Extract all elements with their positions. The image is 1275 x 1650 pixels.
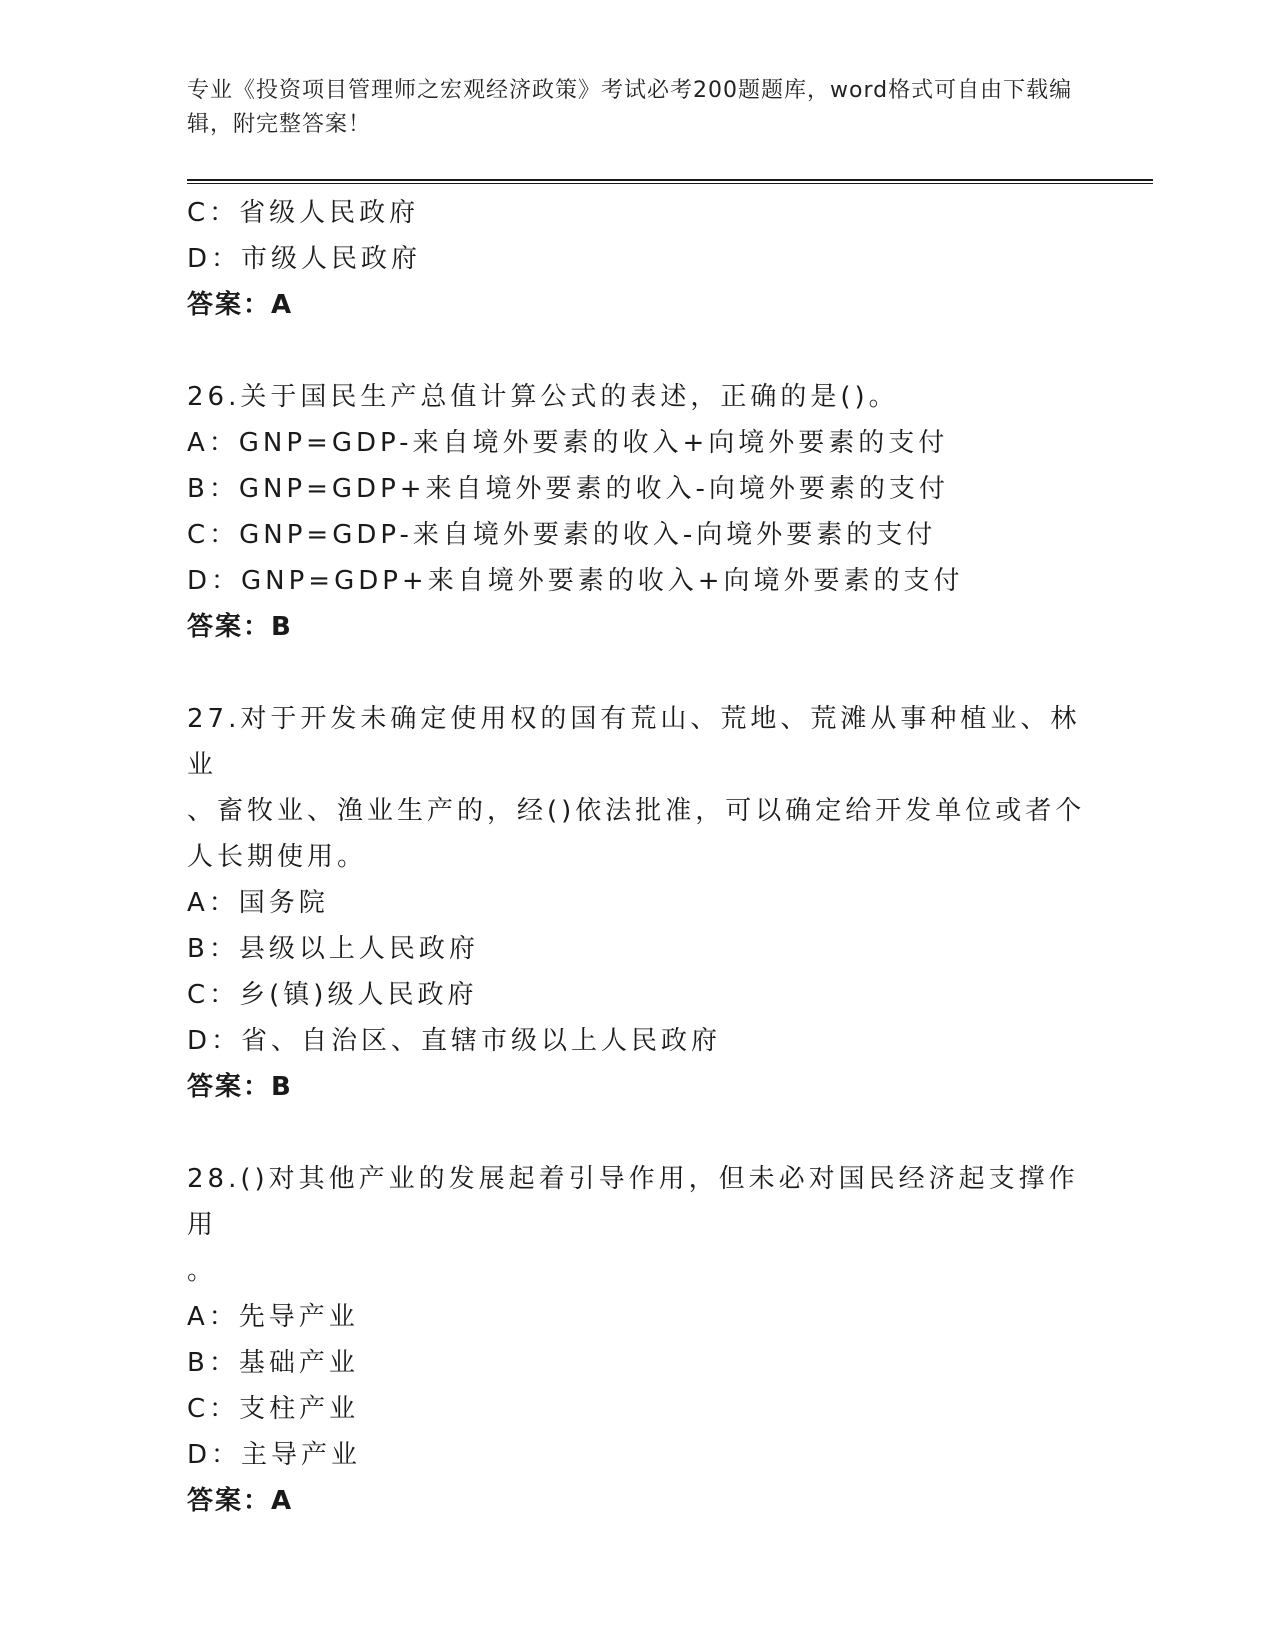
- question-27: [187, 696, 1087, 1110]
- question-26: [187, 374, 1087, 650]
- option-c: C：支柱产业: [187, 1394, 360, 1424]
- question-stem-line: 28.()对其他产业的发展起着引导作用，但未必对国民经济起支撑作用: [187, 1164, 1079, 1240]
- option-d: D：GNP=GDP+来自境外要素的收入+向境外要素的支付: [187, 566, 964, 596]
- spacer: [187, 650, 1087, 696]
- question-list: [187, 190, 1087, 1524]
- answer-line: 答案：B: [187, 1072, 293, 1102]
- question-stem-line: 、畜牧业、渔业生产的，经()依法批准，可以确定给开发单位或者个: [187, 796, 1086, 826]
- option-c: C：GNP=GDP-来自境外要素的收入-向境外要素的支付: [187, 520, 937, 550]
- option-a: A：国务院: [187, 888, 329, 918]
- option-c: C：省级人民政府: [187, 198, 420, 228]
- question-stem-line: 。: [187, 1256, 218, 1286]
- option-d: D：省、自治区、直辖市级以上人民政府: [187, 1026, 722, 1056]
- option-c: C：乡(镇)级人民政府: [187, 980, 478, 1010]
- question-stem-line: 人长期使用。: [187, 842, 368, 872]
- document-title: 专业《投资项目管理师之宏观经济政策》考试必考200题题库，word格式可自由下载编辑，附完整答案！: [187, 78, 1073, 137]
- option-a: A：先导产业: [187, 1302, 359, 1332]
- page-header: [187, 74, 1087, 142]
- question-25-continued: [187, 190, 1087, 328]
- question-stem: 26.关于国民生产总值计算公式的表述，正确的是()。: [187, 382, 899, 412]
- option-d: D：主导产业: [187, 1440, 362, 1470]
- option-b: B：县级以上人民政府: [187, 934, 479, 964]
- option-d: D：市级人民政府: [187, 244, 422, 274]
- option-b: B：基础产业: [187, 1348, 359, 1378]
- question-stem-line: 27.对于开发未确定使用权的国有荒山、荒地、荒滩从事种植业、林业: [187, 704, 1081, 780]
- option-a: A：GNP=GDP-来自境外要素的收入+向境外要素的支付: [187, 428, 949, 458]
- answer-line: 答案：B: [187, 612, 293, 642]
- header-divider: [187, 179, 1153, 184]
- spacer: [187, 328, 1087, 374]
- spacer: [187, 1110, 1087, 1156]
- answer-line: 答案：A: [187, 1486, 294, 1516]
- option-b: B：GNP=GDP+来自境外要素的收入-向境外要素的支付: [187, 474, 949, 504]
- answer-line: 答案：A: [187, 290, 294, 320]
- question-28: [187, 1156, 1087, 1524]
